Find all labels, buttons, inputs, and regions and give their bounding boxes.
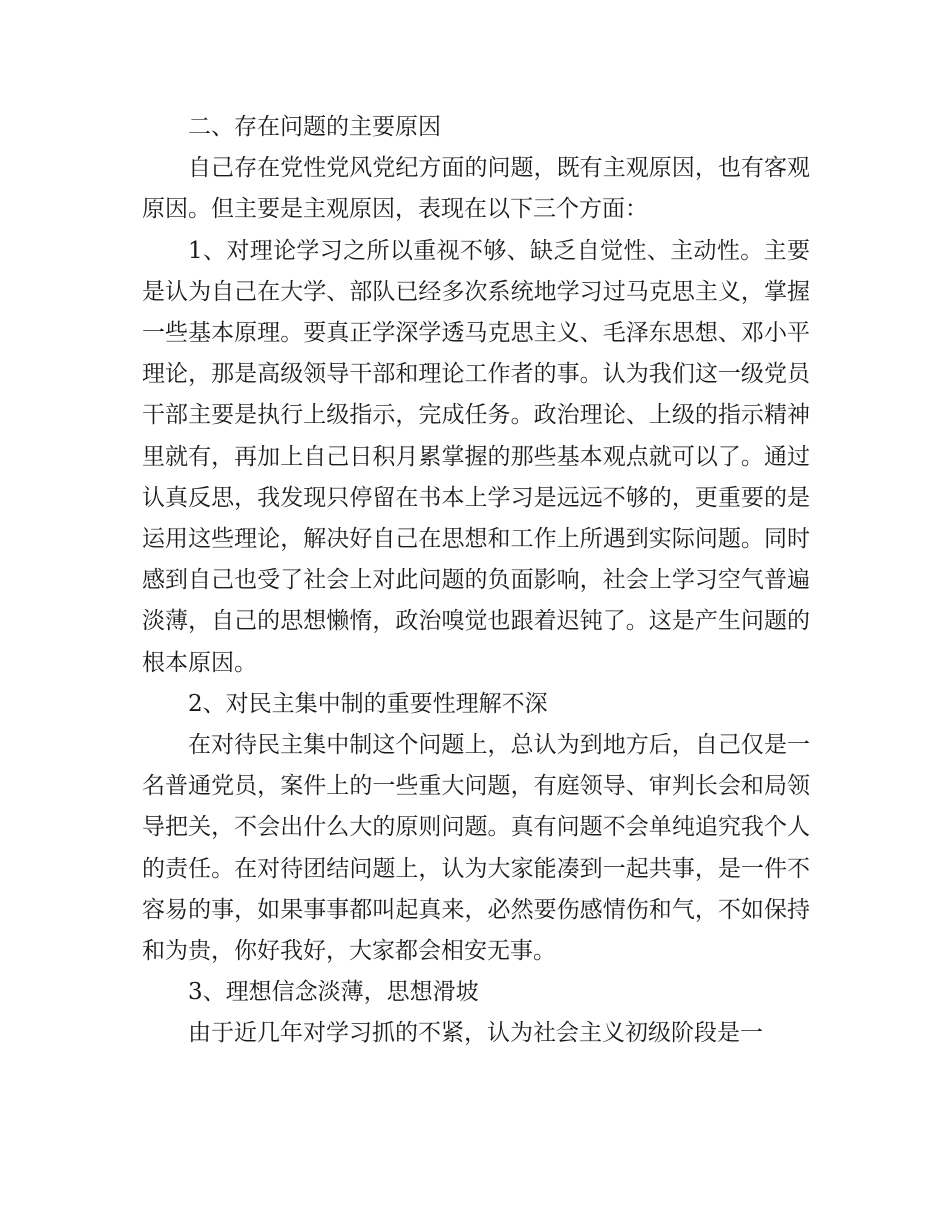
body-paragraph: 在对待民主集中制这个问题上，总认为到地方后，自己仅是一名普通党员，案件上的一些重大问题，有庭领导、审判长会和局领导把关，不会出什么大的原则问题。真有问题不会单纯追究我个人的责任。在对待团结问题上，认为大家能凑到一起共事，是一件不容易的事，如果事事都叫起真来，必然要伤感情伤和气，不如保持和为贵，你好我好，大家都会相安无事。 <box>142 732 810 965</box>
document-body <box>142 107 810 1055</box>
body-paragraph: 1、对理论学习之所以重视不够、缺乏自觉性、主动性。主要是认为自己在大学、部队已经多次系统地学习过马克思主义，掌握一些基本原理。要真正学深学透马克思主义、毛泽东思想、邓小平理论，那是高级领导干部和理论工作者的事。认为我们这一级党员干部主要是执行上级指示，完成任务。政治理论、上级的指示精神里就有，再加上自己日积月累掌握的那些基本观点就可以了。通过认真反思，我发现只停留在书本上学习是远远不够的，更重要的是运用这些理论，解决好自己在思想和工作上所遇到实际问题。同时感到自己也受了社会上对此问题的负面影响，社会上学习空气普遍淡薄，自己的思想懒惰，政治嗅觉也跟着迟钝了。这是产生问题的根本原因。 <box>142 237 810 676</box>
body-paragraph: 由于近几年对学习抓的不紧，认为社会主义初级阶段是一 <box>188 1020 763 1047</box>
subsection-heading: 3、理想信念淡薄，思想滑坡 <box>188 979 479 1006</box>
body-paragraph: 自己存在党性党风党纪方面的问题，既有主观原因，也有客观原因。但主要是主观原因，表现在以下三个方面： <box>142 155 810 223</box>
section-heading: 二、存在问题的主要原因 <box>188 114 441 140</box>
subsection-heading: 2、对民主集中制的重要性理解不深 <box>188 690 548 717</box>
